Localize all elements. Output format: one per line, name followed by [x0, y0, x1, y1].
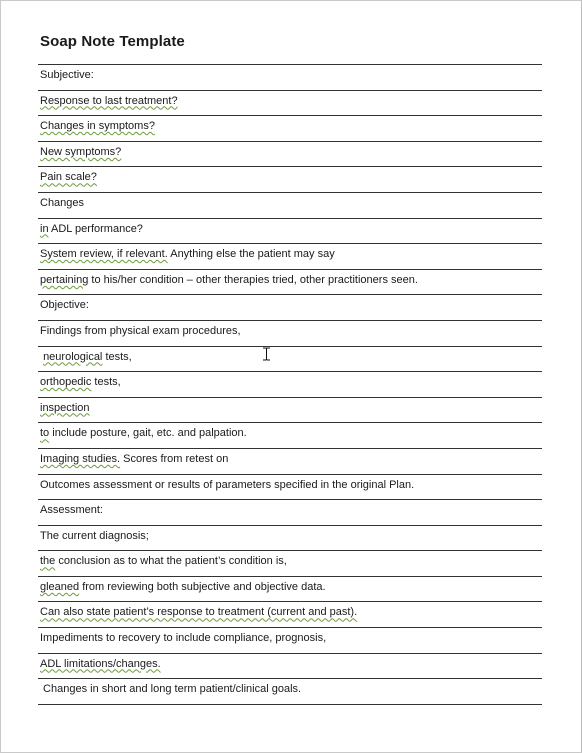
note-line[interactable] — [38, 654, 542, 680]
line-text: from reviewing both subjective and objective data. — [79, 580, 326, 593]
line-text: Anything else the patient may say — [167, 248, 335, 261]
spellcheck-flagged-text: to — [40, 427, 50, 440]
line-text: Changes in short and long term patient/clinical goals. — [40, 683, 302, 696]
note-line[interactable] — [38, 142, 542, 168]
line-text: Objective: — [40, 299, 89, 312]
note-line[interactable] — [38, 398, 542, 424]
document-title: Soap Note Template — [40, 33, 185, 50]
line-text: Subjective: — [40, 69, 94, 81]
spellcheck-flagged-text: in — [40, 222, 49, 235]
spellcheck-flagged-text: Can also state patient’s response to treatment (current and past). — [40, 606, 358, 619]
note-line[interactable] — [38, 475, 542, 501]
text-cursor-icon — [262, 347, 271, 361]
spellcheck-flagged-text: neurological — [43, 350, 103, 363]
note-line[interactable] — [38, 270, 542, 296]
line-text: to his/her condition – other therapies tried, other practitioners seen. — [88, 273, 418, 286]
line-text: conclusion as to what the patient’s condition is, — [55, 555, 287, 568]
note-line[interactable] — [38, 602, 542, 628]
note-lines — [38, 64, 542, 705]
spellcheck-flagged-text: System review, if relevant. — [40, 248, 168, 261]
line-text: Scores from retest on — [120, 452, 229, 465]
spellcheck-flagged-text: ADL limitations/changes. — [40, 657, 161, 670]
note-line[interactable] — [38, 423, 542, 449]
line-text: tests, — [102, 350, 132, 363]
spellcheck-flagged-text: the — [40, 555, 56, 568]
note-line[interactable] — [38, 577, 542, 603]
note-line[interactable] — [38, 628, 542, 654]
note-line[interactable] — [38, 500, 542, 526]
spellcheck-flagged-text: Response to last treatment? — [40, 94, 178, 107]
note-line[interactable] — [38, 219, 542, 245]
spellcheck-flagged-text: gleaned — [40, 580, 80, 593]
note-line[interactable] — [38, 65, 542, 91]
note-line[interactable] — [38, 449, 542, 475]
spellcheck-flagged-text: Pain scale? — [40, 171, 97, 184]
note-line[interactable] — [38, 347, 542, 373]
note-line[interactable] — [38, 193, 542, 219]
line-text: Outcomes assessment or results of parameters specified in the original Plan. — [40, 478, 415, 491]
line-text: ADL performance? — [48, 222, 143, 235]
line-text: Impediments to recovery to include compliance, prognosis, — [40, 632, 327, 645]
note-line[interactable] — [38, 91, 542, 117]
note-line[interactable] — [38, 372, 542, 398]
line-text: Assessment: — [40, 504, 103, 517]
line-text: include posture, gait, etc. and palpation. — [49, 427, 247, 440]
note-line[interactable] — [38, 679, 542, 705]
line-text: Findings from physical exam procedures, — [40, 324, 241, 337]
note-line[interactable] — [38, 295, 542, 321]
spellcheck-flagged-text: Changes in symptoms? — [40, 120, 155, 133]
line-text: Changes — [40, 196, 85, 209]
spellcheck-flagged-text: Imaging studies. — [40, 452, 121, 465]
note-line[interactable] — [38, 551, 542, 577]
note-line[interactable] — [38, 526, 542, 552]
spellcheck-flagged-text: New symptoms? — [40, 145, 122, 158]
spellcheck-flagged-text: pertaining — [40, 273, 89, 286]
spellcheck-flagged-text: orthopedic — [40, 376, 92, 389]
note-line[interactable] — [38, 116, 542, 142]
note-line[interactable] — [38, 167, 542, 193]
note-line[interactable] — [38, 321, 542, 347]
note-line[interactable] — [38, 244, 542, 270]
line-text: tests, — [91, 376, 121, 389]
line-text: The current diagnosis; — [40, 529, 149, 542]
spellcheck-flagged-text: inspection — [40, 401, 90, 414]
